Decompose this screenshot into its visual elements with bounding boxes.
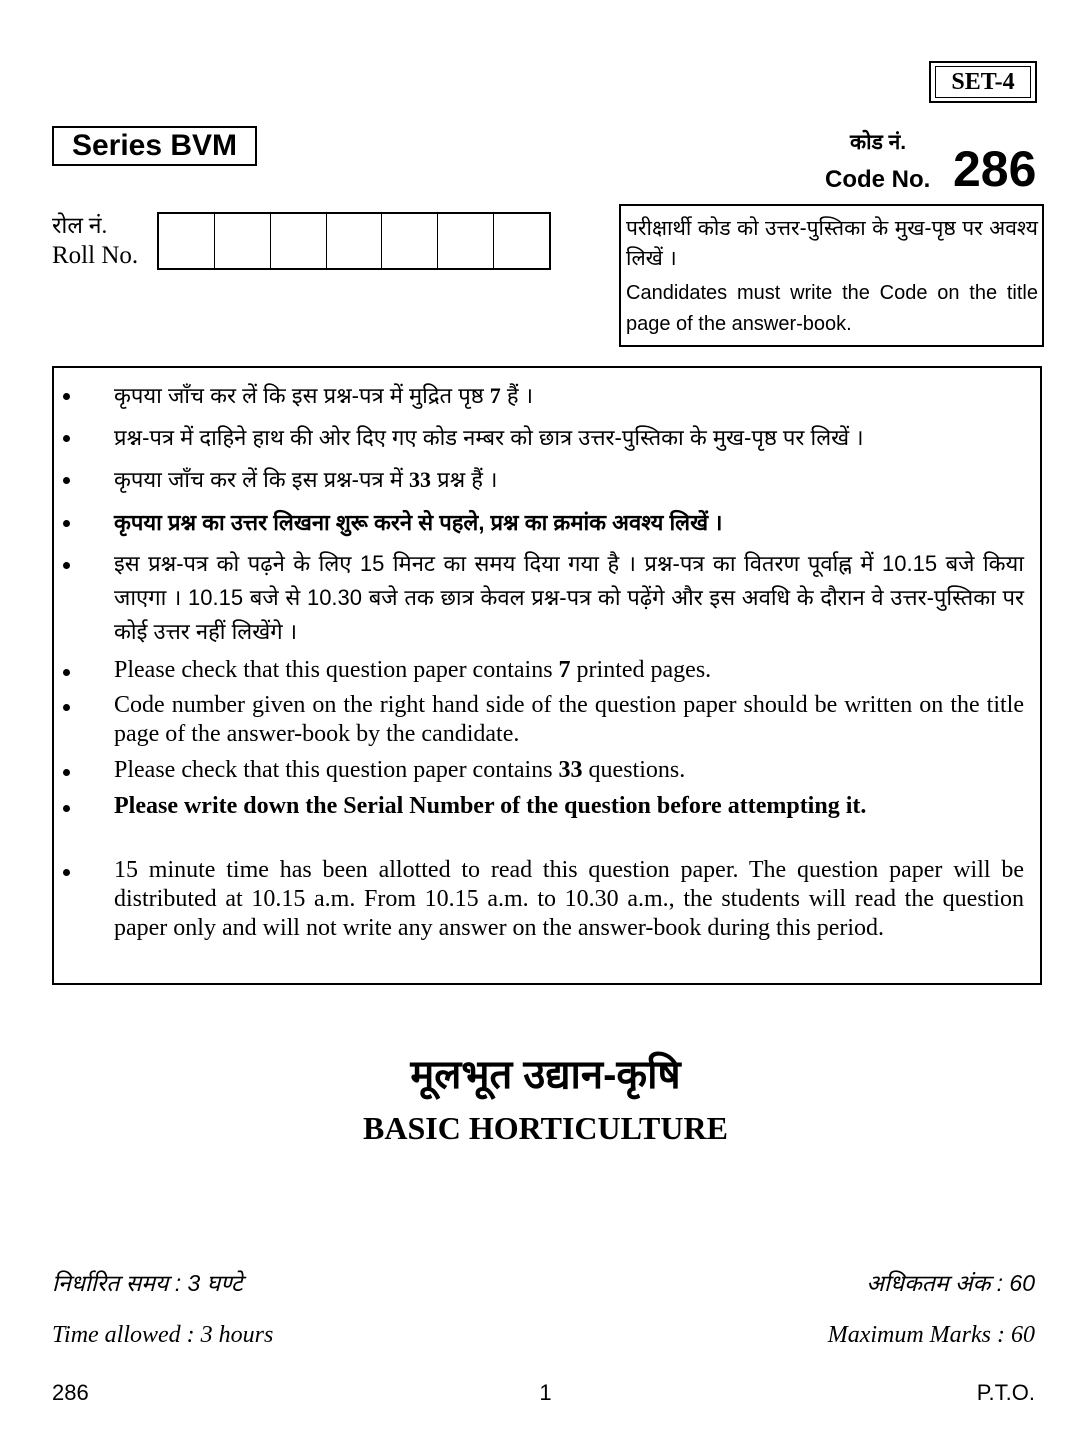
maximum-marks-hindi: अधिकतम अंक : 60 [866,1270,1035,1296]
subject-title-hindi: मूलभूत उद्यान-कृषि [410,1053,681,1097]
instruction-english-1: Please check that this question paper contains 7 printed pages. [114,657,712,683]
bullet-icon [60,474,72,486]
code-label-hindi: कोड नं. [850,131,907,154]
bullet-icon [60,432,72,444]
instruction-english-5: 15 minute time has been allotted to read this question paper. The question paper will be distributed at 10.15 a.m. From 10.15 a.m. to 10.30 a.m., the students will read the question paper only and will not write any answer on the answer-book during this period. [114,857,1024,941]
roll-digit-box[interactable] [494,214,549,268]
roll-digit-box[interactable] [327,214,383,268]
instruction-hindi-5: इस प्रश्न-पत्र को पढ़ने के लिए 15 मिनट का समय दिया गया है । प्रश्न-पत्र का वितरण पूर्वाह्न में 10.15 बजे किया जाएगा । 10.15 बजे से 10.30 बजे तक छात्र केवल प्रश्न-पत्र को पढ़ेंगे और इस अवधि के दौरान वे उत्तर-पुस्तिका पर कोई उत्तर नहीं लिखेंगे । [114,551,1024,644]
candidate-code-note [619,204,1044,347]
set-label-box [929,61,1037,103]
instruction-hindi-3: कृपया जाँच कर लें कि इस प्रश्न-पत्र में 33 प्रश्न हैं । [114,467,498,492]
instruction-english-3: Please check that this question paper contains 33 questions. [114,757,686,783]
candidate-note-english: Candidates must write the Code on the title page of the answer-book. [626,282,1038,335]
instruction-hindi-2: प्रश्न-पत्र में दाहिने हाथ की ओर दिए गए कोड नम्बर को छात्र उत्तर-पुस्तिका के मुख-पृष्ठ पर लिखें । [114,425,864,450]
series-label: Series BVM [52,126,257,166]
time-allowed-hindi: निर्धारित समय : 3 घण्टे [52,1270,243,1296]
bullet-icon [60,866,72,878]
pto-label: P.T.O. [976,1380,1035,1405]
roll-digit-box[interactable] [271,214,327,268]
roll-digit-box[interactable] [159,214,215,268]
bullet-icon [60,701,72,713]
page-number: 1 [539,1380,552,1405]
roll-digit-box[interactable] [438,214,494,268]
candidate-note-hindi: परीक्षार्थी कोड को उत्तर-पुस्तिका के मुख-पृष्ठ पर अवश्य लिखें । [626,217,1038,270]
bullet-icon [60,517,72,529]
roll-digit-box[interactable] [215,214,271,268]
instruction-hindi-1: कृपया जाँच कर लें कि इस प्रश्न-पत्र में मुद्रित पृष्ठ 7 हैं । [114,383,534,408]
set-label: SET-4 [935,66,1031,98]
instruction-english-4: Please write down the Serial Number of the question before attempting it. [114,793,867,819]
bullet-icon [60,390,72,402]
bullet-icon [60,559,72,571]
roll-digit-box[interactable] [382,214,438,268]
bullet-icon [60,802,72,814]
subject-title-english: BASIC HORTICULTURE [363,1110,728,1146]
time-allowed-english: Time allowed : 3 hours [52,1322,274,1348]
roll-label-hindi: रोल नं. [52,213,108,238]
code-number: 286 [953,141,1037,197]
footer-code: 286 [52,1380,89,1405]
instruction-hindi-4: कृपया प्रश्न का उत्तर लिखना शुरू करने से पहले, प्रश्न का क्रमांक अवश्य लिखें । [114,510,723,535]
code-label-english: Code No. [825,166,931,193]
roll-number-boxes[interactable] [157,212,551,270]
bullet-icon [60,766,72,778]
roll-label-english: Roll No. [52,242,139,269]
maximum-marks-english: Maximum Marks : 60 [827,1322,1035,1348]
instruction-english-2: Code number given on the right hand side of the question paper should be written on the title page of the answer-book by the candidate. [114,692,1024,747]
bullet-icon [60,666,72,678]
